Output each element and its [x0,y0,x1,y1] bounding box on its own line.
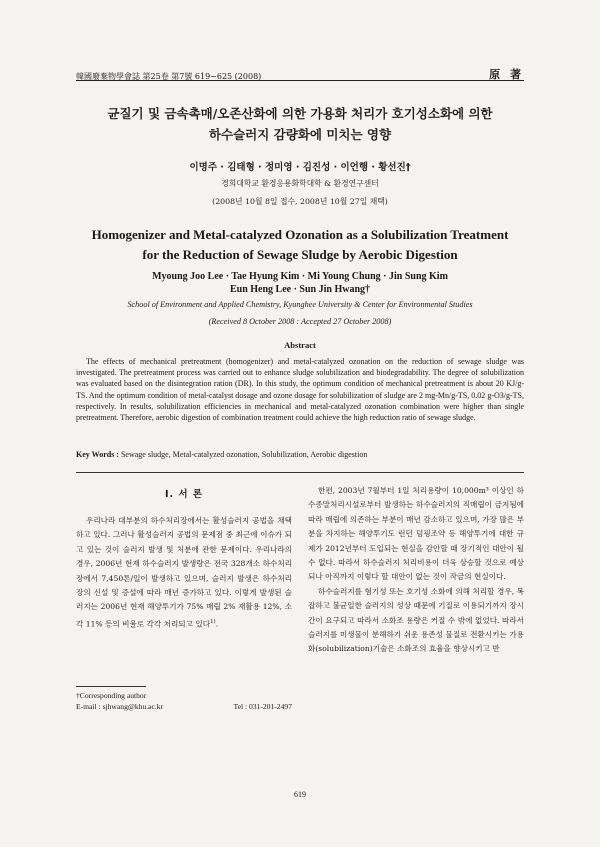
korean-title-line2: 하수슬러지 감량화에 미치는 영향 [208,127,392,142]
abstract-body: The effects of mechanical pretreatment (homogenizer) and metal-catalyzed ozonation on the reduction of sewage sludge was investigated. The pretreatment process was carried out to enhance sludge solubilization and biodegradability. The degree of solubilization was evaluated based on the disintegration ration (DR). In this study, the optimum condition of mechanical pretreatment is about 20 KJ/g-TS. And the optimum condition of metal-catalyst dosage and ozone dosage for solubilization of sludge are 2 mg-Mn/g-TS, 0.02 g-O3/g-TS, respectively. In results, solubilization efficiencies in mechanical and metal-catalyzed ozonation combination were higher than single pretreatment. Therefore, aerobic digestion of combination treatment could achieve the high reduction ratio of sewage sludge. [76,357,524,423]
intro-paragraph-3: 하수슬러지를 혐기성 또는 호기성 소화에 의해 처리할 경우, 복잡하고 불균일한 슬러지의 성상 때문에 기질로 이용되기까지 장시간이 요구되고 따라서 소화조 용량은 커질 수 밖에 없었다. 따라서 슬러지를 미생물이 분해하기 쉬운 용존성 물질로 전환시키는 가용화(solubilization)기술은 소화조의 효율을 향상시키고 반 [308,586,524,654]
intro-paragraph-1-end: . [215,619,219,629]
left-column [76,484,292,632]
contact-row [76,702,292,713]
english-title [50,225,550,265]
english-title-line1: Homogenizer and Metal-catalyzed Ozonation as a Solubilization Treatment [91,227,509,242]
journal-citation: 韓國廢棄物學會誌 第25卷 第7號 619~625 (2008) [76,72,262,81]
footnote [76,691,292,712]
keywords-label: Key Words : [76,450,119,459]
right-column [308,484,524,657]
korean-title-line1: 균질기 및 금속촉매/오존산화에 의한 가용화 처리가 호기성소화에 의한 [107,106,493,121]
english-authors-line2: Eun Heng Lee · Sun Jin Hwang† [229,284,371,295]
citation-ref: 1) [210,618,216,625]
section-heading-introduction: I. 서 론 [164,489,204,500]
english-authors [60,270,540,296]
intro-paragraph-2: 한편, 2003년 7월부터 1일 처리용량이 10,000m³ 이상인 하수종말처리시설로부터 발생하는 하수슬러지의 직매립이 금지됨에 따라 매립에 의존하는 부분이 매년 감소하고 있으며, 가장 많은 부분을 차지하는 해양투기도 런던 덤핑조약 등 해양투기에 대한 규제가 2012년부터 도입되는 현실을 감안할 때 장기적인 대안이 될 수 없다. 따라서 하수슬러지 처리비용이 더욱 상승할 것으로 예상되나 아직까지 이렇다 할 대안이 없는 것이 작금의 현실이다. [308,486,524,582]
author-email: E-mail : sjhwang@khu.ac.kr [76,701,164,711]
intro-paragraph-1 [76,514,292,632]
korean-dates: (2008년 10월 8일 접수, 2008년 10월 27일 채택) [212,197,388,206]
page-number: 619 [294,790,306,799]
english-title-line2: for the Reduction of Sewage Sludge by Aerobic Digestion [142,247,458,262]
keywords-text: Sewage sludge, Metal-catalyzed ozonation, Solubilization, Aerobic digestion [120,450,368,459]
footnote-rule [76,686,146,687]
article-type-label: 原 著 [489,68,524,81]
english-affiliation: School of Environment and Applied Chemistry, Kyunghee University & Center for Environmental Studies [127,300,473,309]
korean-authors: 이명주 · 김태형 · 정미영 · 김진성 · 이언행 · 황선진† [189,162,411,173]
keywords [76,450,524,459]
corresponding-author-label: †Corresponding author [76,691,147,700]
korean-affiliation: 경희대학교 환경응용화학대학 & 환경연구센터 [221,179,379,188]
header-rule [76,80,524,81]
english-dates: (Received 8 October 2008 : Accepted 27 October 2008) [208,317,392,326]
english-authors-line1: Myoung Joo Lee · Tae Hyung Kim · Mi Young Chung · Jin Sung Kim [152,271,448,282]
keywords-rule [76,472,524,473]
author-phone: Tel : 031-201-2497 [233,701,292,711]
korean-title [60,103,540,145]
intro-paragraph-1-text: 우리나라 대부분의 하수처리장에서는 활성슬러지 공법을 채택하고 있다. 그러나 활성슬러지 공법의 문제점 중 최근에 이슈가 되고 있는 것이 슬러지 발생 및 처분에 관한 문제이다. 우리나라의 경우, 2006년 현재 하수슬러지 발생량은 전국 328개소 하수처리장에서 7,450톤/일이 발생하고 있으며, 슬러지 발생은 하수처리장의 신설 및 증설에 따라 매년 증가하고 있다. 이렇게 발생된 슬러지는 2006년 현재 해양투기가 75% 매립 2% 재활용 12%, 소각 11% 등의 비율로 각각 처리되고 있다 [76,516,292,629]
abstract-heading: Abstract [284,340,316,350]
